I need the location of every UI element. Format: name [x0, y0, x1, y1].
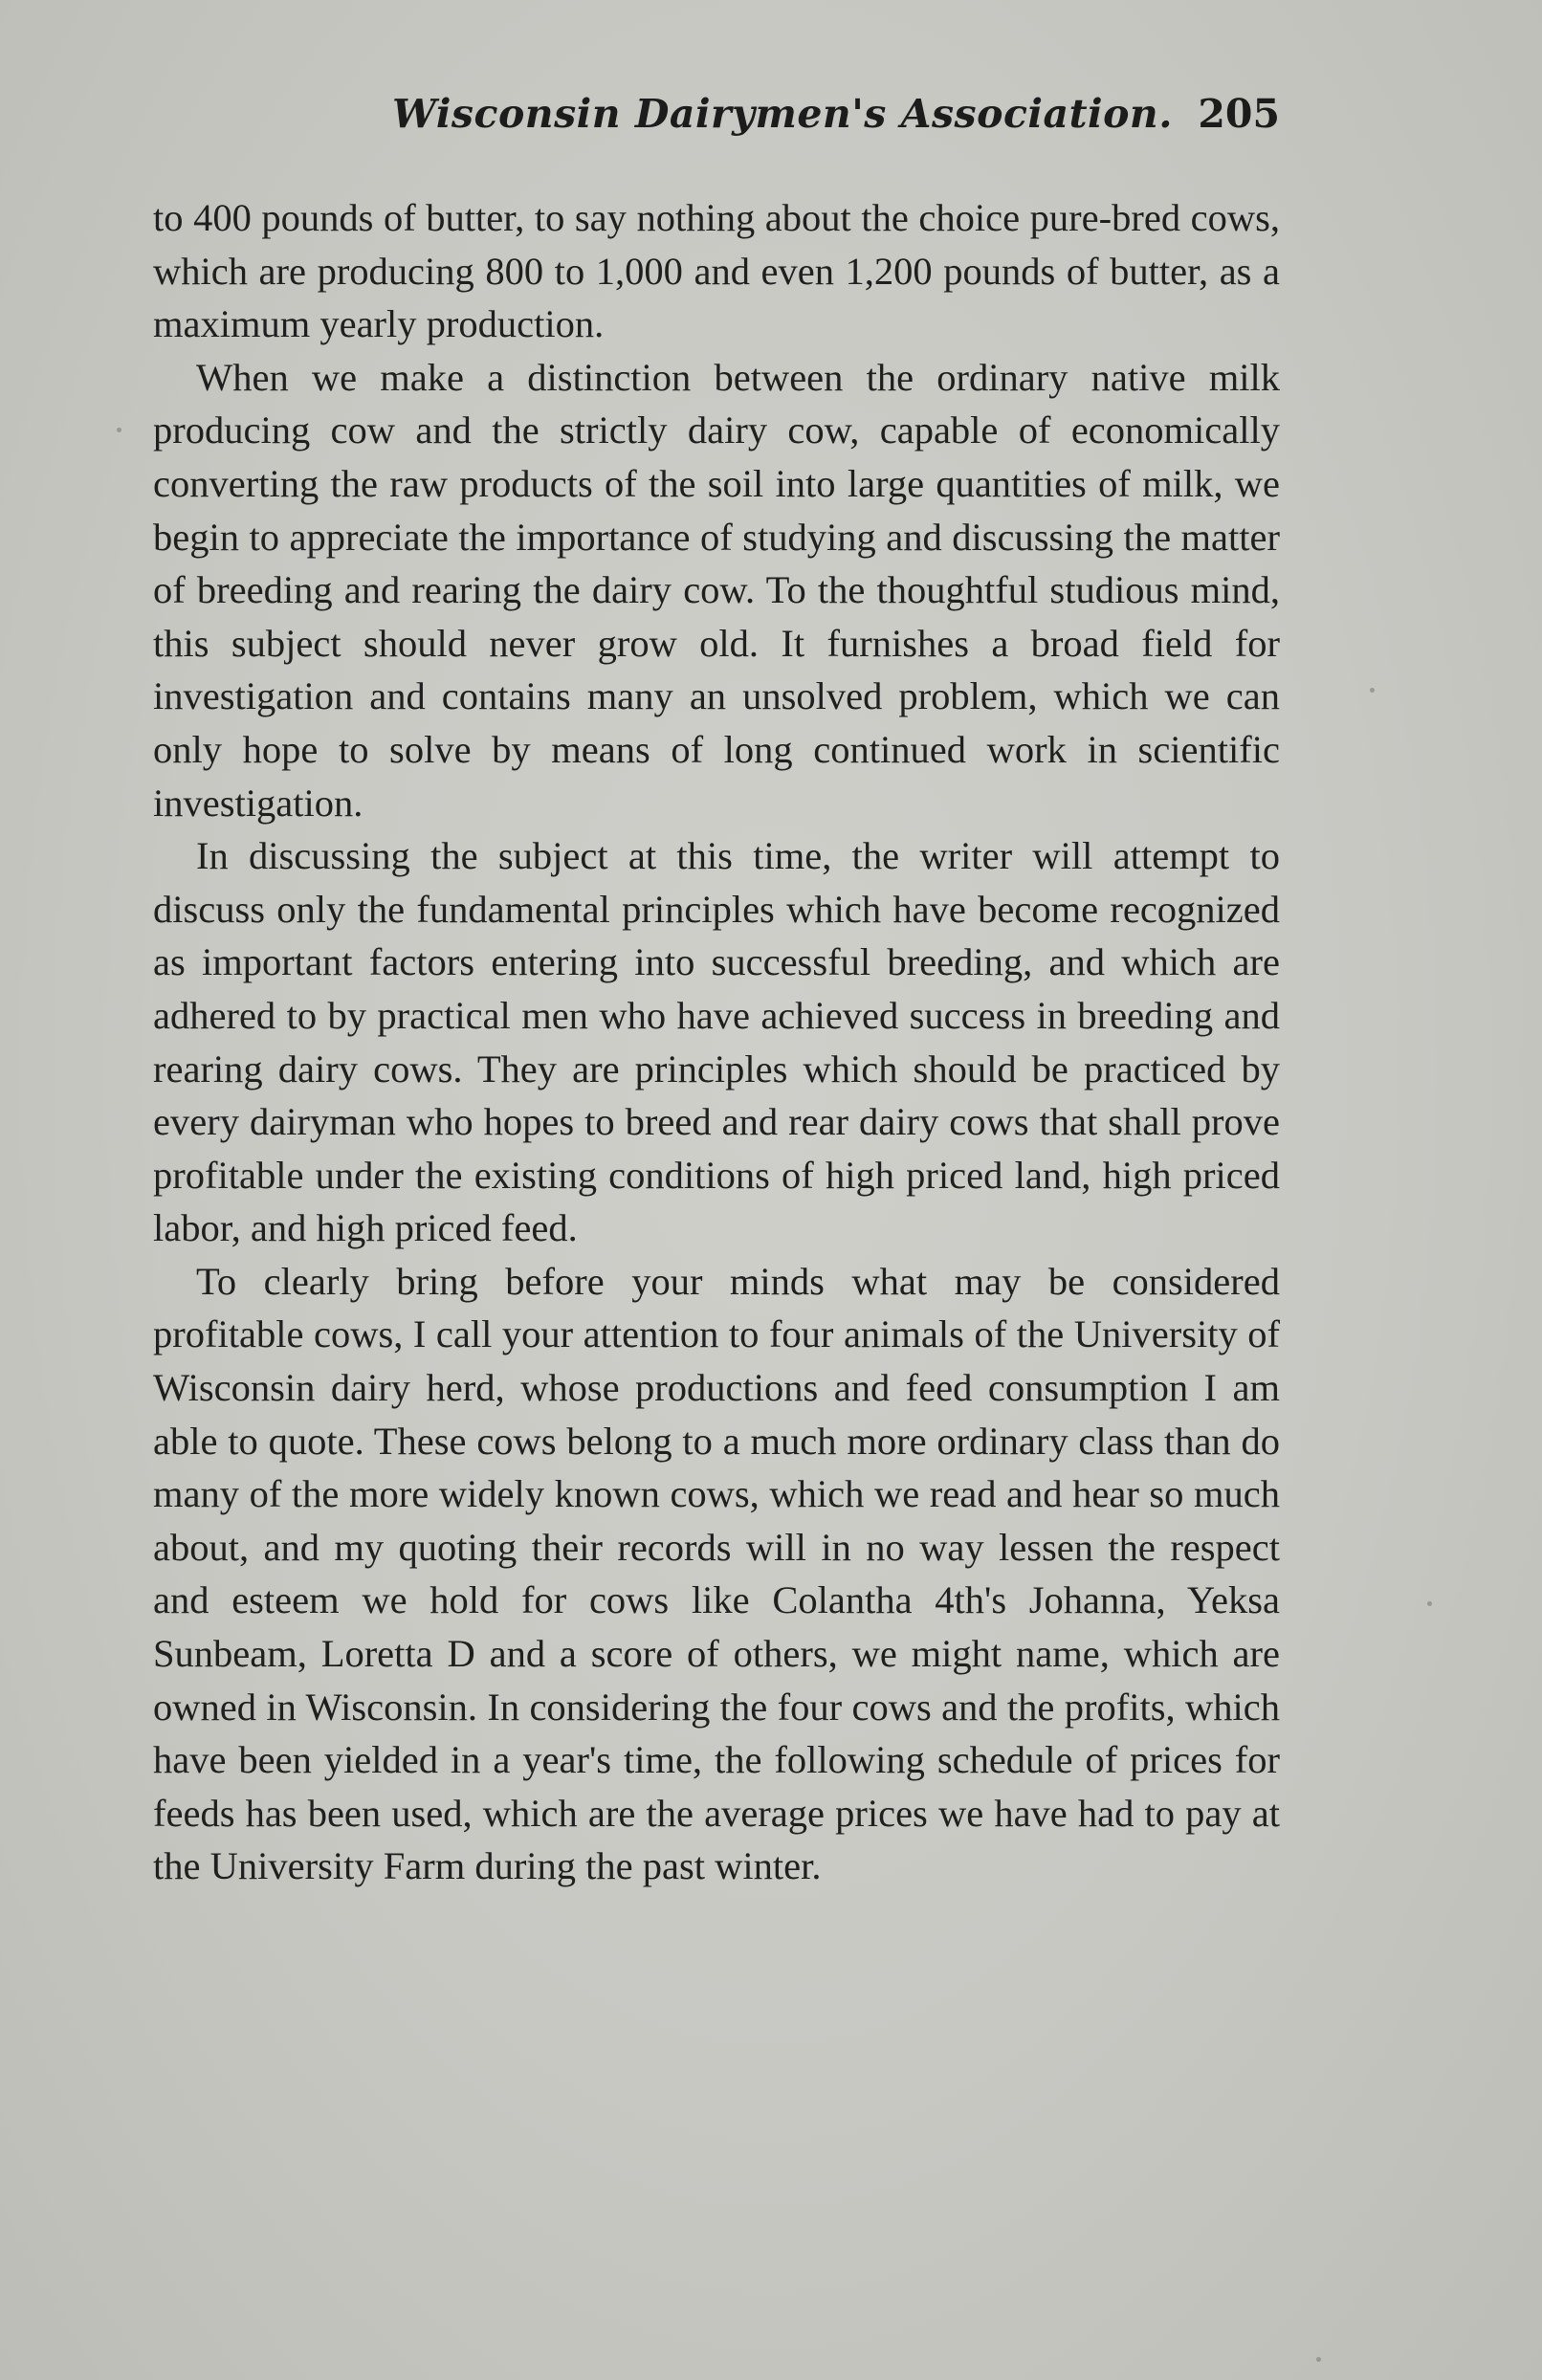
- running-head: [153, 91, 1280, 148]
- paragraph-continuation: to 400 pounds of butter, to say nothing about the choice pure-bred cows, which are producing 800 to 1,000 and even 1,200 pounds of butter, as a maximum yearly production.: [153, 196, 1280, 346]
- paper-speck: [1316, 2357, 1321, 2362]
- paragraph-distinction: When we make a distinction between the ordinary native milk producing cow and the strictly dairy cow, capable of economically converting the raw products of the soil into large quantities of milk, we begin to appreciate the importance of studying and discussing the matter of breeding and rearing the dairy cow. To the thoughtful studious mind, this subject should never grow old. It furnishes a broad field for investigation and contains many an unsolved problem, which we can only hope to solve by means of long continued work in scientific investigation.: [153, 355, 1280, 825]
- paper-speck: [1427, 1601, 1432, 1606]
- paper-speck: [117, 428, 121, 432]
- paragraph-principles: In discussing the subject at this time, the writer will attempt to discuss only the fundamental principles which have become recognized as important factors entering into successful breeding, and which are adhered to by practical men who have achieved success in breeding and rearing dairy cows. They are principles which should be practiced by every dairyman who hopes to breed and rear dairy cows that shall prove profitable under the existing conditions of high priced land, high priced labor, and high priced feed.: [153, 834, 1280, 1250]
- page-number: 205: [1198, 91, 1280, 137]
- paper-speck: [1370, 688, 1375, 693]
- running-title: Wisconsin Dairymen's Association.: [392, 91, 1174, 137]
- paragraph-profitable-cows: To clearly bring before your minds what may be considered profitable cows, I call your attention to four animals of the University of Wisconsin dairy herd, whose productions and feed consumption I am able to quote. These cows belong to a much more ordinary class than do many of the more widely known cows, which we read and hear so much about, and my quoting their records will in no way lessen the respect and esteem we hold for cows like Colantha 4th's Johanna, Yeksa Sunbeam, Loretta D and a score of others, we might name, which are owned in Wisconsin. In considering the four cows and the profits, which have been yielded in a year's time, the following schedule of prices for feeds has been used, which are the average prices we have had to pay at the University Farm during the past winter.: [153, 1259, 1280, 1888]
- body-text: [153, 191, 1280, 1893]
